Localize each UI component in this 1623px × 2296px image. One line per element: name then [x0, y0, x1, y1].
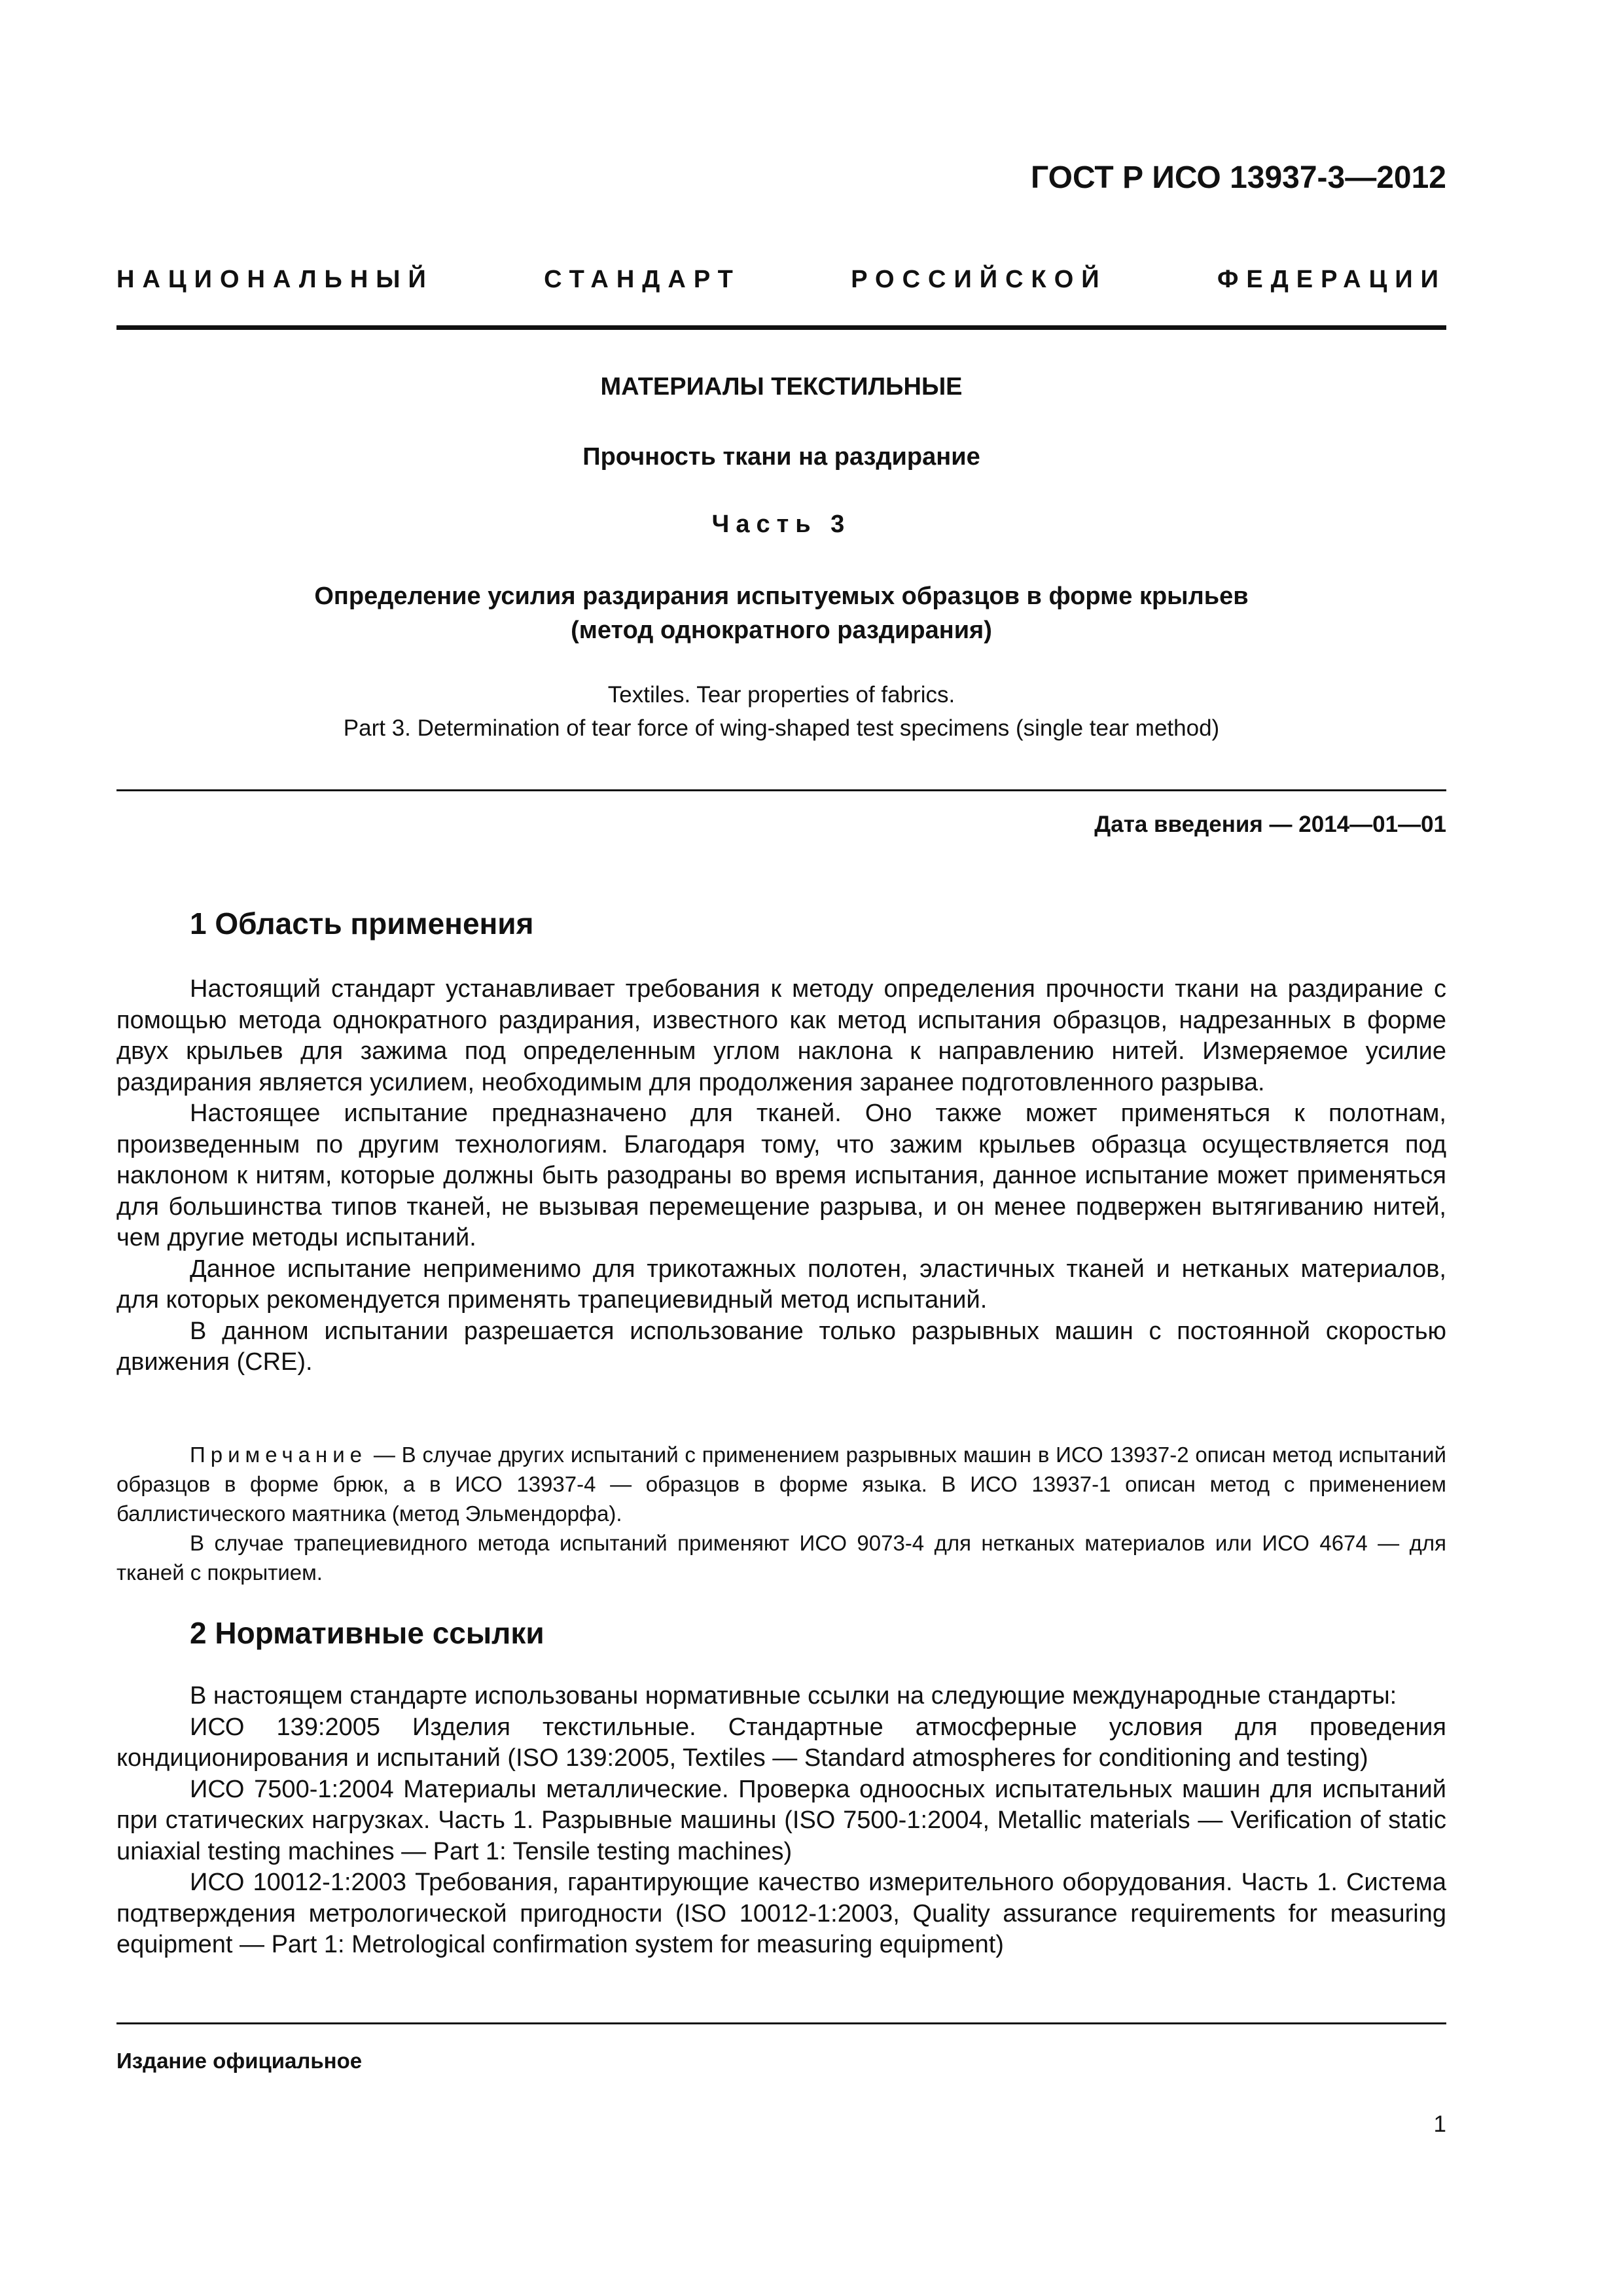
title-english	[116, 678, 1446, 745]
official-edition-label: Издание официальное	[116, 2049, 363, 2073]
standard-code: ГОСТ Р ИСО 13937-3—2012	[1031, 160, 1446, 195]
note-label: Примечание	[190, 1443, 368, 1467]
header-divider	[116, 325, 1446, 330]
paragraph: Данное испытание неприменимо для трикотажных полотен, эластичных тканей и нетканых материалов, для которых рекомендуется применять трапециевидный метод испытаний.	[116, 1255, 1446, 1314]
paragraph: Настоящее испытание предназначено для тканей. Оно также может применяться к полотнам, произведенным по другим технологиям. Благодаря тому, что зажим крыльев образца осуществляется под наклоном к нитям, которые должны быть разодраны во время испытания, данное испытание может применяться для большинства типов тканей, не вызывая перемещение разрыва, и он менее подвержен вытягиванию нитей, чем другие методы испытаний.	[116, 1100, 1446, 1251]
banner-word: РОССИЙСКОЙ	[851, 266, 1107, 293]
title-divider	[116, 789, 1446, 791]
national-standard-banner	[116, 266, 1446, 294]
note-paragraph	[116, 1440, 1446, 1528]
title-english-line: Part 3. Determination of tear force of wing-shaped test specimens (single tear method)	[343, 715, 1220, 741]
introduction-date: Дата введения — 2014—01—01	[1094, 812, 1446, 837]
paragraph: В данном испытании разрешается использование только разрывных машин с постоянной скоростью движения (CRE).	[116, 1317, 1446, 1376]
title-description	[116, 579, 1446, 647]
note-text: — В случае других испытаний с применением разрывных машин в ИСО 13937-2 описан метод испытаний образцов в форме брюк, а в ИСО 13937-4 — образцов в форме языка. В ИСО 13937-1 описан метод с применением баллистического маятника (метод Эльмендорфа).	[116, 1443, 1446, 1526]
title-part: Часть 3	[711, 511, 851, 538]
reference-item: ИСО 10012-1:2003 Требования, гарантирующие качество измерительного оборудования. Часть 1. Система подтверждения метрологической пригодности (ISO 10012-1:2003, Quality assurance requirements for measuring equipment — Part 1: Metrological confirmation system for measuring equipment)	[116, 1869, 1446, 1958]
paragraph: Настоящий стандарт устанавливает требования к методу определения прочности ткани на раздирание с помощью метода однократного раздирания, известного как метод испытания образцов, надрезанных в форме двух крыльев для зажима под определенным углом наклона к направлению нитей. Измеряемое усилие раздирания является усилием, необходимым для продолжения заранее подготовленного разрыва.	[116, 975, 1446, 1096]
title-english-line: Textiles. Tear properties of fabrics.	[607, 682, 955, 708]
banner-word: ФЕДЕРАЦИИ	[1217, 266, 1446, 293]
reference-item: ИСО 139:2005 Изделия текстильные. Стандартные атмосферные условия для проведения кондиционирования и испытаний (ISO 139:2005, Textiles — Standard atmospheres for conditioning and testing)	[116, 1713, 1446, 1772]
page-number: 1	[1433, 2111, 1446, 2137]
title-description-line: (метод однократного раздирания)	[571, 617, 992, 644]
title-main: МАТЕРИАЛЫ ТЕКСТИЛЬНЫЕ	[600, 373, 963, 401]
note-paragraph: В случае трапециевидного метода испытаний применяют ИСО 9073-4 для нетканых материалов или ИСО 4674 — для тканей с покрытием.	[116, 1531, 1446, 1585]
section-1-heading: 1 Область применения	[190, 906, 534, 941]
section-2-heading: 2 Нормативные ссылки	[190, 1616, 544, 1650]
section-1-note	[116, 1440, 1446, 1587]
section-1-body	[116, 974, 1446, 1378]
banner-word: НАЦИОНАЛЬНЫЙ	[116, 266, 434, 293]
reference-item: ИСО 7500-1:2004 Материалы металлические. Проверка одноосных испытательных машин для испытаний при статических нагрузках. Часть 1. Разрывные машины (ISO 7500-1:2004, Metallic materials — Verification of static uniaxial testing machines — Part 1: Tensile testing machines)	[116, 1775, 1446, 1865]
section-2-body	[116, 1681, 1446, 1961]
footer-divider	[116, 2022, 1446, 2024]
banner-word: СТАНДАРТ	[544, 266, 741, 293]
paragraph: В настоящем стандарте использованы нормативные ссылки на следующие международные стандарты:	[190, 1682, 1397, 1710]
title-subject: Прочность ткани на раздирание	[582, 443, 980, 471]
title-description-line: Определение усилия раздирания испытуемых образцов в форме крыльев	[314, 583, 1249, 610]
